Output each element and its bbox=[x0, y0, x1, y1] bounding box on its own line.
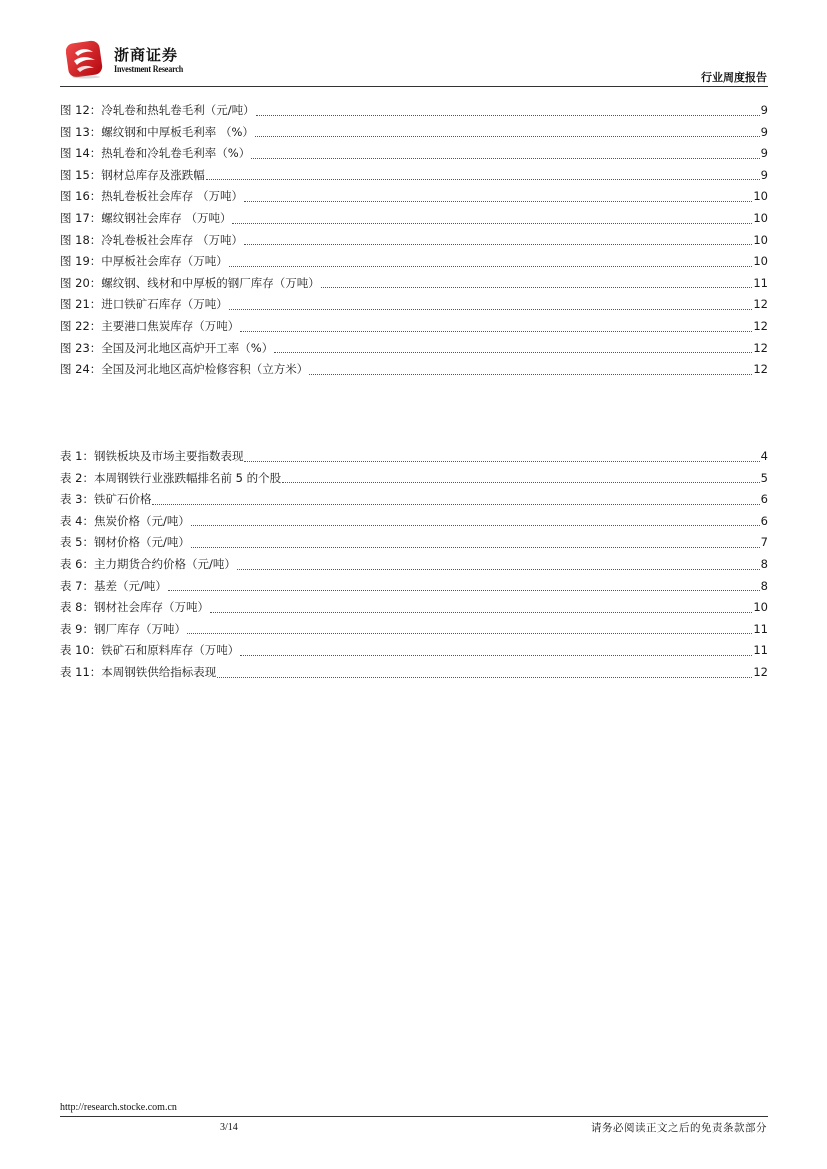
dot-leader bbox=[321, 287, 753, 288]
toc-entry[interactable] bbox=[60, 662, 768, 684]
toc-entry-label: 图 17：螺纹钢社会库存 （万吨） bbox=[60, 210, 232, 225]
toc-entry-label: 图 18：冷轧卷板社会库存 （万吨） bbox=[60, 232, 243, 247]
toc-entry-page: 9 bbox=[760, 146, 768, 161]
toc-entry-page: 12 bbox=[753, 362, 768, 377]
toc-entry[interactable] bbox=[60, 446, 768, 468]
toc-entry-label: 图 24：全国及河北地区高炉检修容积（立方米） bbox=[60, 362, 309, 377]
report-type-label: 行业周度报告 bbox=[701, 71, 767, 84]
toc-entry-page: 11 bbox=[753, 621, 768, 636]
dot-leader bbox=[244, 461, 759, 462]
toc-entry-page: 10 bbox=[753, 210, 768, 225]
dot-leader bbox=[191, 525, 760, 526]
toc-entry[interactable] bbox=[60, 251, 768, 273]
toc-entry-label: 图 21：进口铁矿石库存（万吨） bbox=[60, 297, 228, 312]
toc-entry-page: 8 bbox=[760, 556, 768, 571]
toc-entry-label: 图 19：中厚板社会库存（万吨） bbox=[60, 254, 228, 269]
toc-entry-page: 12 bbox=[753, 664, 768, 679]
figure-list bbox=[60, 100, 768, 381]
toc-entry[interactable] bbox=[60, 619, 768, 641]
dot-leader bbox=[240, 655, 752, 656]
toc-entry-page: 7 bbox=[760, 535, 768, 550]
toc-entry-page: 11 bbox=[753, 643, 768, 658]
dot-leader bbox=[187, 633, 752, 634]
dot-leader bbox=[244, 244, 752, 245]
dot-leader bbox=[244, 201, 752, 202]
toc-entry-label: 表 4：焦炭价格（元/吨） bbox=[60, 513, 190, 528]
dot-leader bbox=[206, 179, 760, 180]
dot-leader bbox=[256, 115, 760, 116]
toc-entry-page: 9 bbox=[760, 167, 768, 182]
toc-entry-page: 9 bbox=[760, 124, 768, 139]
toc-entry[interactable] bbox=[60, 294, 768, 316]
toc-entry-page: 12 bbox=[753, 297, 768, 312]
dot-leader bbox=[282, 482, 760, 483]
toc-entry[interactable] bbox=[60, 511, 768, 533]
dot-leader bbox=[255, 136, 760, 137]
dot-leader bbox=[191, 547, 760, 548]
toc-entry[interactable] bbox=[60, 186, 768, 208]
toc-entry[interactable] bbox=[60, 273, 768, 295]
toc-entry[interactable] bbox=[60, 597, 768, 619]
dot-leader bbox=[217, 677, 752, 678]
toc-entry-page: 12 bbox=[753, 318, 768, 333]
toc-entry[interactable] bbox=[60, 489, 768, 511]
toc-entry-page: 5 bbox=[760, 470, 768, 485]
dot-leader bbox=[232, 223, 752, 224]
page-header bbox=[0, 0, 827, 90]
dot-leader bbox=[168, 590, 760, 591]
table-list bbox=[60, 446, 768, 684]
toc-entry-label: 图 20：螺纹钢、线材和中厚板的钢厂库存（万吨） bbox=[60, 275, 320, 290]
dot-leader bbox=[152, 504, 759, 505]
toc-entry-label: 表 5：钢材价格（元/吨） bbox=[60, 535, 190, 550]
toc-entry-page: 4 bbox=[760, 449, 768, 463]
toc-entry-label: 表 3：铁矿石价格 bbox=[60, 492, 152, 507]
toc-entry-label: 表 2：本周钢铁行业涨跌幅排名前 5 的个股 bbox=[60, 470, 282, 485]
dot-leader bbox=[309, 374, 752, 375]
toc-entry[interactable] bbox=[60, 576, 768, 598]
dot-leader bbox=[229, 266, 753, 267]
header-divider bbox=[60, 86, 768, 87]
toc-entry-label: 表 6：主力期货合约价格（元/吨） bbox=[60, 556, 236, 571]
disclaimer-note: 请务必阅读正文之后的免责条款部分 bbox=[591, 1122, 767, 1134]
toc-entry[interactable] bbox=[60, 316, 768, 338]
toc-entry-page: 8 bbox=[760, 578, 768, 593]
toc-entry-label: 表 9：钢厂库存（万吨） bbox=[60, 621, 186, 636]
toc-entry[interactable] bbox=[60, 143, 768, 165]
toc-entry-page: 6 bbox=[760, 492, 768, 507]
toc-entry-page: 6 bbox=[760, 513, 768, 528]
toc-entry[interactable] bbox=[60, 122, 768, 144]
dot-leader bbox=[240, 331, 752, 332]
toc-entry-label: 图 14：热轧卷和冷轧卷毛利率（%） bbox=[60, 146, 251, 161]
toc-entry-page: 9 bbox=[760, 103, 768, 117]
logo-text-cn: 浙商证券 bbox=[114, 46, 179, 64]
toc-entry-label: 图 23：全国及河北地区高炉开工率（%） bbox=[60, 340, 274, 355]
toc-entry[interactable] bbox=[60, 532, 768, 554]
toc-entry[interactable] bbox=[60, 338, 768, 360]
footer-url-link[interactable]: http://research.stocke.com.cn bbox=[60, 1102, 177, 1113]
toc-entry-page: 12 bbox=[753, 340, 768, 355]
stocke-logo-icon bbox=[66, 39, 106, 79]
toc-entry-label: 图 12：冷轧卷和热轧卷毛利（元/吨） bbox=[60, 103, 255, 117]
page-number: 3/14 bbox=[220, 1122, 238, 1133]
toc-entry[interactable] bbox=[60, 208, 768, 230]
logo-text-en: Investment Research bbox=[114, 64, 184, 74]
toc-entry[interactable] bbox=[60, 554, 768, 576]
toc-entry-page: 10 bbox=[753, 189, 768, 204]
toc-entry-label: 图 15：钢材总库存及涨跌幅 bbox=[60, 167, 205, 182]
toc-entry[interactable] bbox=[60, 165, 768, 187]
dot-leader bbox=[237, 569, 760, 570]
toc-entry-label: 表 10：铁矿石和原料库存（万吨） bbox=[60, 643, 240, 658]
toc-entry-label: 表 7：基差（元/吨） bbox=[60, 578, 167, 593]
toc-entry-label: 表 11：本周钢铁供给指标表现 bbox=[60, 664, 217, 679]
toc-entry[interactable] bbox=[60, 640, 768, 662]
toc-entry-label: 图 13：螺纹钢和中厚板毛利率 （%） bbox=[60, 124, 254, 139]
toc-entry-page: 10 bbox=[753, 232, 768, 247]
dot-leader bbox=[229, 309, 753, 310]
toc-entry-label: 表 1：钢铁板块及市场主要指数表现 bbox=[60, 449, 244, 463]
toc-entry[interactable] bbox=[60, 468, 768, 490]
toc-entry[interactable] bbox=[60, 230, 768, 252]
toc-entry[interactable] bbox=[60, 359, 768, 381]
dot-leader bbox=[251, 158, 759, 159]
toc-entry-page: 10 bbox=[753, 254, 768, 269]
toc-entry-page: 10 bbox=[753, 600, 768, 615]
toc-entry[interactable] bbox=[60, 100, 768, 122]
dot-leader bbox=[210, 612, 752, 613]
dot-leader bbox=[274, 352, 752, 353]
toc-entry-label: 表 8：钢材社会库存（万吨） bbox=[60, 600, 209, 615]
footer-divider bbox=[60, 1116, 768, 1117]
toc-entry-page: 11 bbox=[753, 275, 768, 290]
toc-entry-label: 图 16：热轧卷板社会库存 （万吨） bbox=[60, 189, 243, 204]
toc-entry-label: 图 22：主要港口焦炭库存（万吨） bbox=[60, 318, 240, 333]
